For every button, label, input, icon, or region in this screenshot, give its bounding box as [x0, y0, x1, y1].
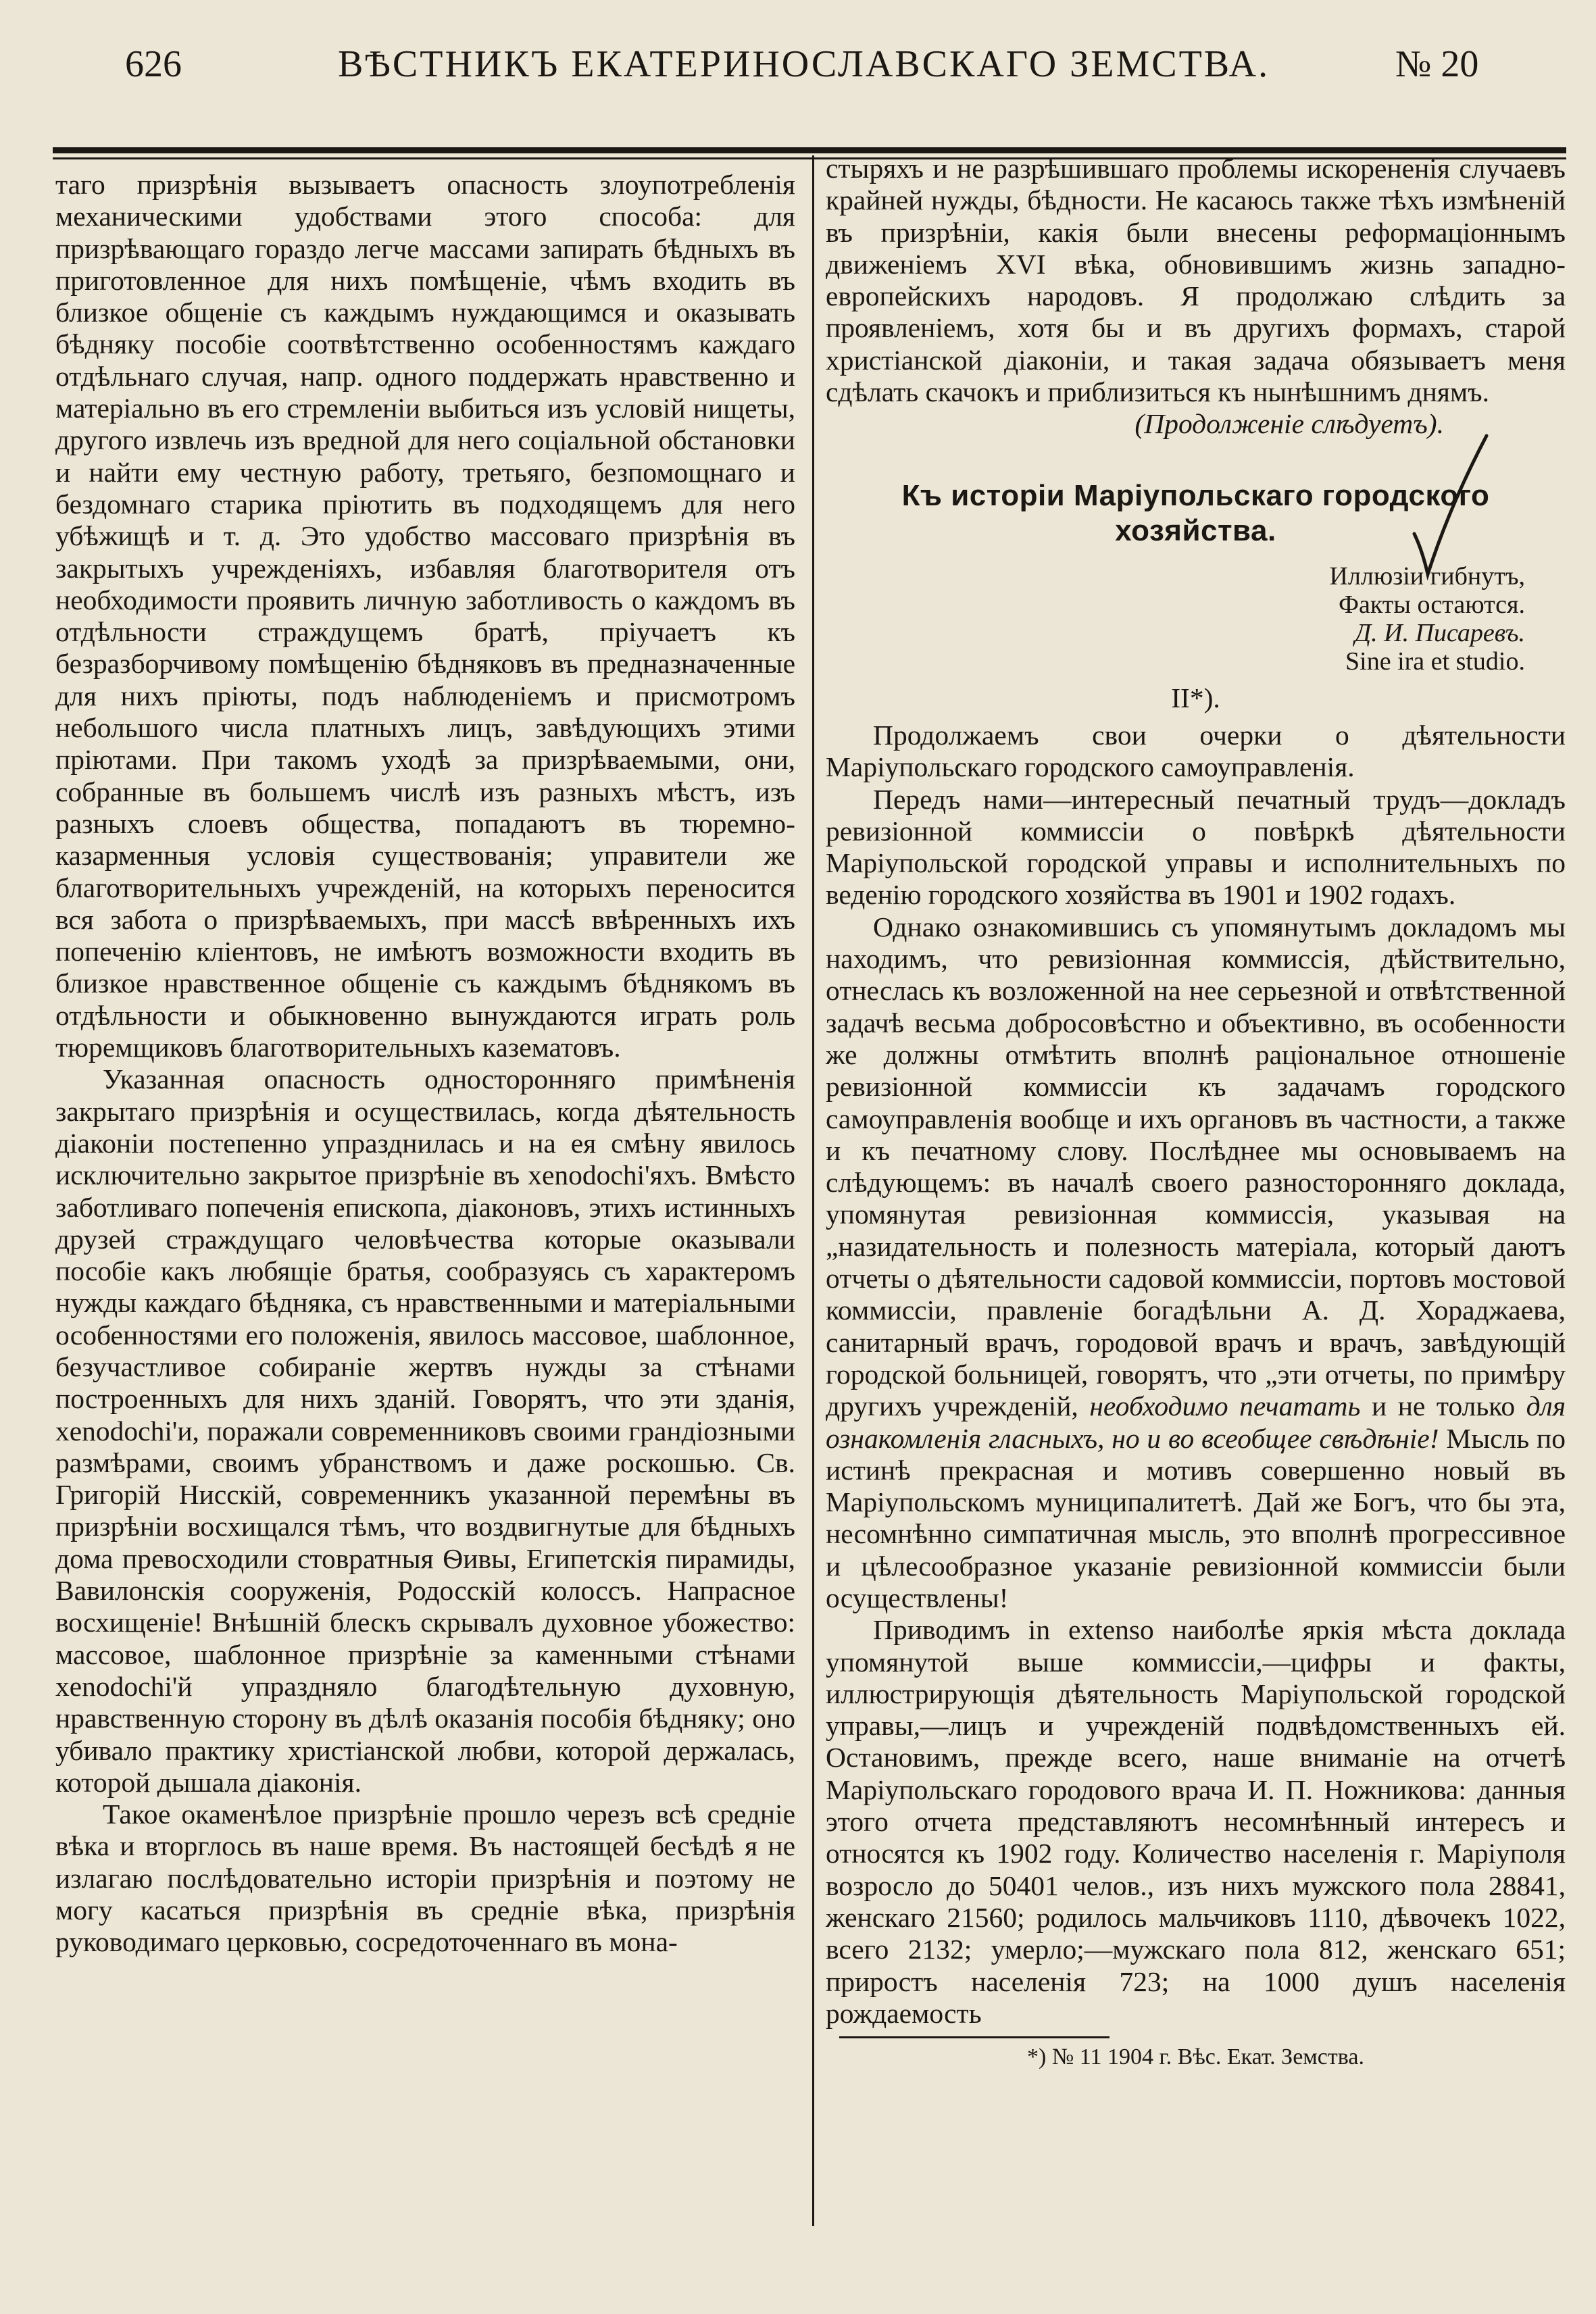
epigraph-line-2: Факты остаются. [1338, 590, 1525, 619]
para3-start: Однако ознакомившись съ упомянутымъ докладомъ мы находимъ, что ревизіонная коммиссія, дѣйствительно, отнеслась къ возложенной на нее серьезной и отвѣтственной задачѣ весьма добросовѣстно и объективно, въ особенности же должны отмѣтить вполнѣ раціональное отношеніе ревизіонной коммиссіи къ задачамъ городского самоуправленія вообще и ихъ органовъ въ частности, а также и къ печатному слову. Послѣднее мы основываемъ на слѣдующемъ: въ началѣ своего разносторонняго доклада, упомянутая ревизіонная коммиссія, указывая на „назидательность и полезность матеріала, который даютъ отчеты о дѣятельности садовой коммиссіи, портовъ мостовой коммиссіи, правленіе богадѣльни А. Д. Хораджаева, санитарный врачъ, городовой врачъ и врачъ, завѣдующій городской больницей, говорятъ, что „эти отчеты, по примѣру другихъ учрежденій, [826, 911, 1566, 1422]
footnote: *) № 11 1904 г. Вѣс. Екат. Земства. [1027, 2044, 1364, 2070]
footnote-rule [839, 2036, 1109, 2038]
right-paragraph-4: Приводимъ in extenso наиболѣе яркія мѣста доклада упомянутой выше коммиссіи,—цифры и факты, иллюстрирующія дѣятельность Маріупольской городской управы,—лицъ и учрежденій подвѣдомственныхъ ей. Остановимъ, прежде всего, наше вниманіе на отчетѣ Маріупольскаго городового врача И. П. Ножникова: данныя этого отчета представляютъ несомнѣнный интересъ и относятся къ 1902 году. Количество населенія г. Маріуполя возросло до 50401 челов., изъ нихъ мужского пола 28841, женскаго 21560; родилось мальчиковъ 1110, дѣвочекъ 1022, всего 2132; умерло;—мужскаго пола 812, женскаго 651; приростъ населенія 723; на 1000 душъ населенія рождаемость [826, 1614, 1566, 2029]
epigraph-author: Д. И. Писаревъ. [1354, 618, 1525, 647]
article-title: Къ исторіи Маріупольскаго городского хозяйства. [901, 478, 1490, 547]
para3-italic-1: необходимо печатать [1089, 1390, 1361, 1422]
right-paragraph-3 [826, 911, 1566, 1615]
section-number: II*). [1171, 682, 1220, 713]
page-number: 626 [125, 43, 182, 85]
pen-check-mark-icon [1409, 432, 1490, 581]
para3-italic-2: для ознакомленія гласныхъ, но и во всеобщее свѣдѣніе! [826, 1390, 1566, 1454]
right-paragraph-1: Продолжаемъ свои очерки о дѣятельности Маріупольскаго городского самоуправленія. [826, 719, 1566, 783]
epigraph-line-1: Иллюзіи гибнутъ, [1329, 561, 1525, 590]
left-paragraph-2: Указанная опасность односторонняго примѣненія закрытаго призрѣнія и осуществилась, когда дѣятельность діаконіи постепенно упразднилась и на ея смѣну явилось исключительно закрытое призрѣніе въ xenodochi'яхъ. Вмѣсто заботливаго попеченія епископа, діаконовъ, этихъ истинныхъ друзей страждущаго человѣчества которые оказывали пособіе какъ любящіе братья, сообразуясь съ характеромъ нужды каждаго бѣдняка, съ нравственными и матеріальными особенностями его положенія, явилось массовое, шаблонное, безучастливое собираніе жертвъ нужды за стѣнами построенныхъ для нихъ зданій. Говорятъ, что эти зданія, xenodochi'и, поражали современниковъ своими грандіозными размѣрами, своимъ убранствомъ и даже роскошью. Св. Григорій Нисскій, современникъ указанной перемѣны въ призрѣніи восхищался тѣмъ, что воздвигнутые для бѣдныхъ дома превосходили стовратныя Ѳивы, Египетскія пирамиды, Вавилонскія сооруженія, Родосскій колоссъ. Напрасное восхищеніе! Внѣшній блескъ скрывалъ духовное убожество: массовое, шаблонное призрѣніе за каменными стѣнами xenodochi'й упраздняло благодѣтельную духовную, нравственную сторону въ дѣлѣ оказанія пособія бѣдняку; оно убивало практику христіанской любви, которой держалась, которой дышала діаконія. [55, 1063, 795, 1798]
right-paragraph-2: Передъ нами—интересный печатный трудъ—докладъ ревизіонной коммиссіи о повѣркѣ дѣятельности Маріупольской городской управы и исполнительныхъ по веденію городского хозяйства въ 1901 и 1902 годахъ. [826, 783, 1566, 911]
epigraph-motto: Sine ira et studio. [1345, 647, 1525, 676]
issue-number: № 20 [1395, 43, 1479, 85]
para3-mid: и не только [1371, 1390, 1516, 1422]
left-paragraph-1: таго призрѣнія вызываетъ опасность злоупотребленія механическими удобствами этого способа: для призрѣвающаго гораздо легче массами запирать бѣдныхъ въ приготовленное для нихъ помѣщеніе, чѣмъ входить въ близкое общеніе съ каждымъ нуждающимся и оказывать бѣдняку пособіе соотвѣтственно особенностямъ каждаго отдѣльнаго случая, напр. одного поддержать нравственно и матеріально въ его стремленіи выбиться изъ условій нищеты, другого извлечь изъ вредной для него соціальной обстановки и найти ему честную работу, третьяго, безпомощнаго и бездомнаго старика пріютить въ подходящемъ для него убѣжищѣ и т. д. Это удобство массоваго призрѣнія въ закрытыхъ учрежденіяхъ, избавляя благотворителя отъ необходимости проявить личную заботливость о каждомъ въ отдѣльности страждущемъ братѣ, пріучаетъ къ безразборчивому помѣщенію бѣдняковъ въ предназначенные для нихъ пріюты, подъ наблюденіемъ и присмотромъ небольшого числа платныхъ лицъ, завѣдующихъ этими пріютами. При такомъ уходѣ за призрѣваемыми, они, собранные въ большемъ числѣ изъ разныхъ мѣстъ, изъ разныхъ слоевъ общества, попадаютъ въ тюремно-казарменныя условія существованія; управители же благотворительныхъ учрежденій, на которыхъ переносится вся забота о призрѣваемыхъ, при массѣ ввѣренныхъ ихъ попеченію кліентовъ, не имѣютъ возможности входить въ близкое нравственное общеніе съ каждымъ бѣднякомъ въ отдѣльности и обыкновенно вынуждаются играть роль тюремщиковъ благотворительныхъ казематовъ. [55, 169, 795, 1063]
para3-end: Мысль по истинѣ прекрасная и мотивъ совершенно новый въ Маріупольскомъ муниципалитетѣ. Дай же Богъ, что бы эта, несомнѣнно симпатичная мысль, это вполнѣ прогрессивное и цѣлесообразное указаніе ревизіонной коммиссіи были осуществлены! [826, 1422, 1566, 1613]
to-be-continued: (Продолженіе слѣдуетъ). [1134, 408, 1444, 440]
left-column [55, 169, 795, 1959]
left-paragraph-3: Такое окаменѣлое призрѣніе прошло черезъ всѣ средніе вѣка и вторглось въ наше время. Въ настоящей бесѣдѣ я не излагаю послѣдовательно исторіи призрѣнія и поэтому не могу касаться призрѣнія въ средніе вѣка, призрѣнія руководимаго церковью, сосредоточеннаго въ мона- [55, 1799, 795, 1958]
journal-title: ВѢСТНИКЪ ЕКАТЕРИНОСЛАВСКАГО ЗЕМСТВА. [338, 43, 1270, 85]
continuation-paragraph: стыряхъ и не разрѣшившаго проблемы искорененія случаевъ крайней нужды, бѣдности. Не касаюсь также тѣхъ измѣненій въ призрѣніи, какія были внесены реформаціоннымъ движеніемъ XVI вѣка, обновившимъ жизнь западно-европейскихъ народовъ. Я продолжаю слѣдить за проявленіемъ, хотя бы и въ другихъ формахъ, старой христіанской діаконіи, и такая задача обязываетъ меня сдѣлать скачокъ и приблизиться къ нынѣшнимъ днямъ. [826, 153, 1566, 408]
column-divider [812, 155, 814, 2226]
